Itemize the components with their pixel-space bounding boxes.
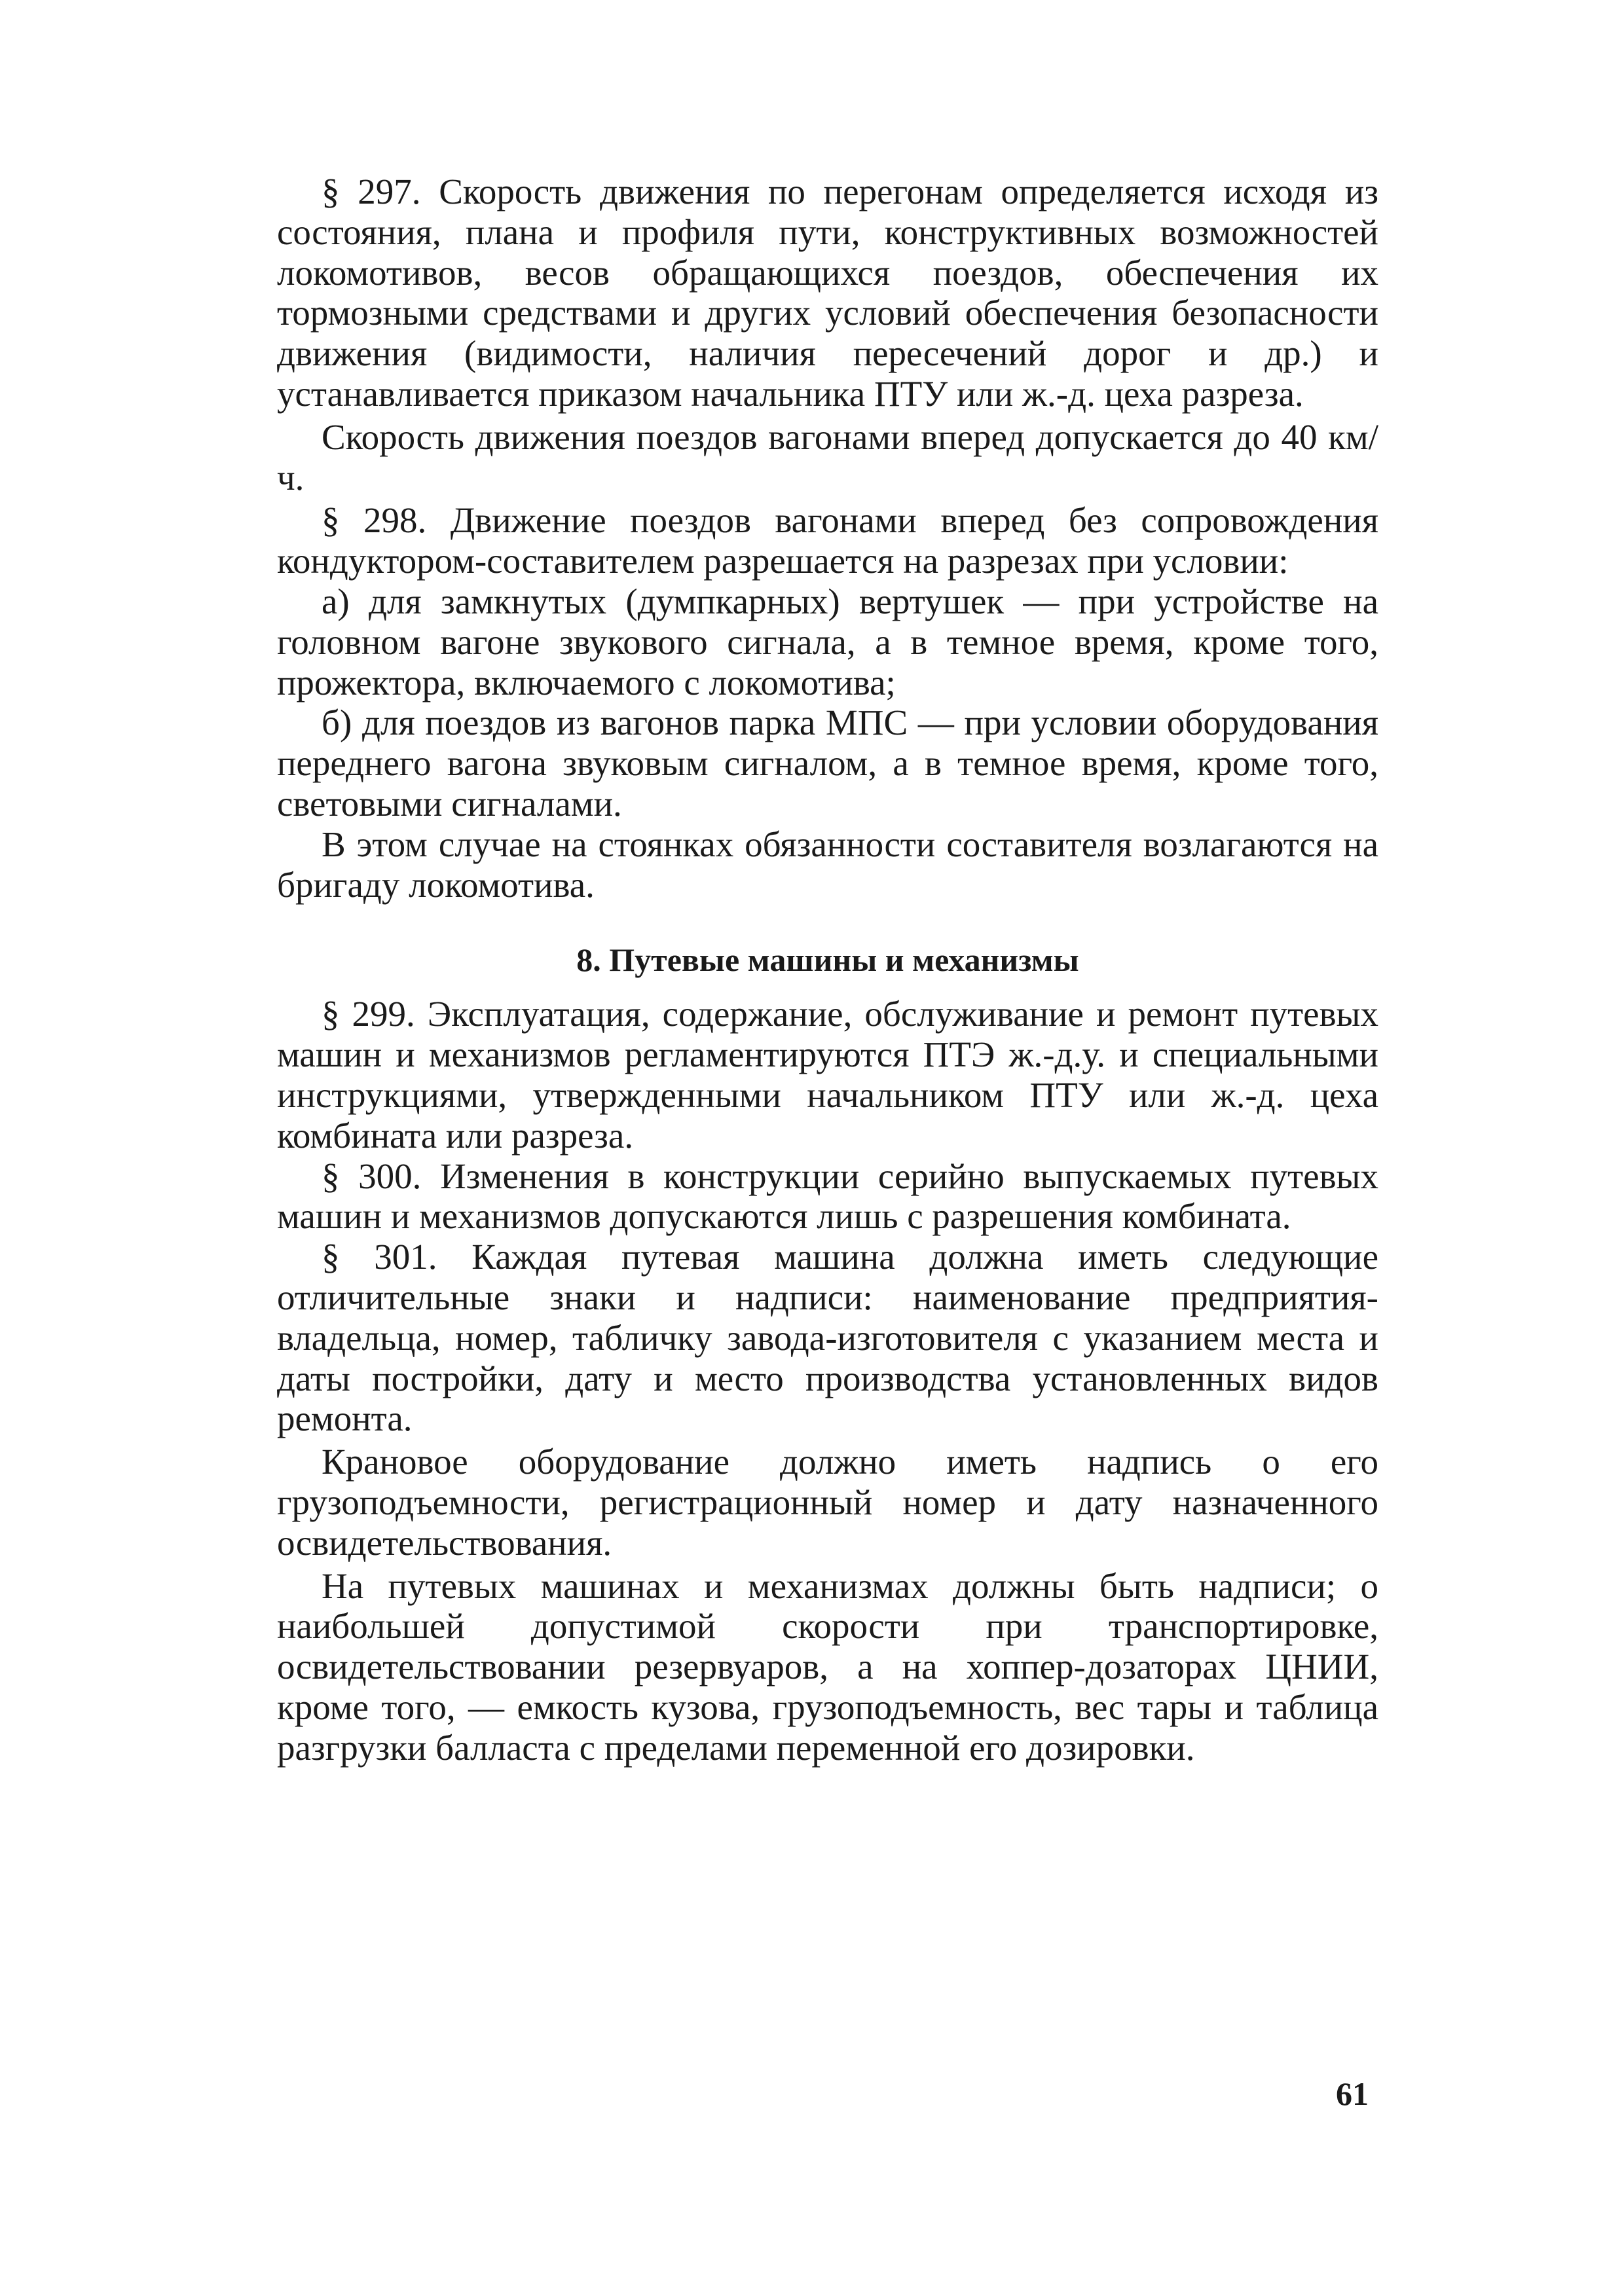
paragraph-300: § 300. Изменения в конструкции серийно выпускаемых путевых машин и механизмов допускаются лишь с разрешения комбината. (277, 1156, 1378, 1237)
paragraph-298: § 298. Движение поездов вагонами вперед без сопровождения кондуктором-составителем разрешается на разрезах при условии: (277, 500, 1378, 581)
paragraph-298-item-a: а) для замкнутых (думпкарных) вертушек — при устройстве на головном вагоне звукового сигнала, а в темное время, кроме того, прожектора, включаемого с локомотива; (277, 581, 1378, 702)
paragraph-markings: На путевых машинах и механизмах должны быть надписи; о наибольшей допустимой скорости при транспортировке, освидетельствовании резервуаров, а на хоппер-дозаторах ЦНИИ, кроме того, — емкость кузова, грузоподъемность, вес тары и таблица разгрузки балласта с пределами переменной его дозировки. (277, 1565, 1378, 1768)
paragraph-297: § 297. Скорость движения по перегонам определяется исходя из состояния, плана и профиля пути, конструктивных возможностей локомотивов, весов обращающихся поездов, обеспечения их тормозными средствами и других условий обеспечения безопасности движения (видимости, наличия пересечений дорог и др.) и устанавливается приказом начальника ПТУ или ж.-д. цеха разреза. (277, 172, 1378, 414)
paragraph-299: § 299. Эксплуатация, содержание, обслуживание и ремонт путевых машин и механизмов регламентируются ПТЭ ж.-д.у. и специальными инструкциями, утвержденными начальником ПТУ или ж.-д. цеха комбината или разреза. (277, 994, 1378, 1156)
page-number: 61 (1336, 2075, 1369, 2112)
paragraph-298-note: В этом случае на стоянках обязанности составителя возлагаются на бригаду локомотива. (277, 824, 1378, 905)
page-body (277, 172, 1378, 1768)
paragraph-speed-limit: Скорость движения поездов вагонами вперед допускается до 40 км/ч. (277, 416, 1378, 498)
paragraph-298-item-b: б) для поездов из вагонов парка МПС — при условии оборудования переднего вагона звуковым сигналом, а в темное время, кроме того, световыми сигналами. (277, 702, 1378, 824)
paragraph-301: § 301. Каждая путевая машина должна иметь следующие отличительные знаки и надписи: наименование предприятия-владельца, номер, табличку завода-изготовителя с указанием места и даты постройки, дату и место производства установленных видов ремонта. (277, 1237, 1378, 1439)
section-heading: 8. Путевые машины и механизмы (576, 941, 1079, 979)
paragraph-crane: Крановое оборудование должно иметь надпись о его грузоподъемности, регистрационный номер и дату назначенного освидетельствования. (277, 1442, 1378, 1563)
